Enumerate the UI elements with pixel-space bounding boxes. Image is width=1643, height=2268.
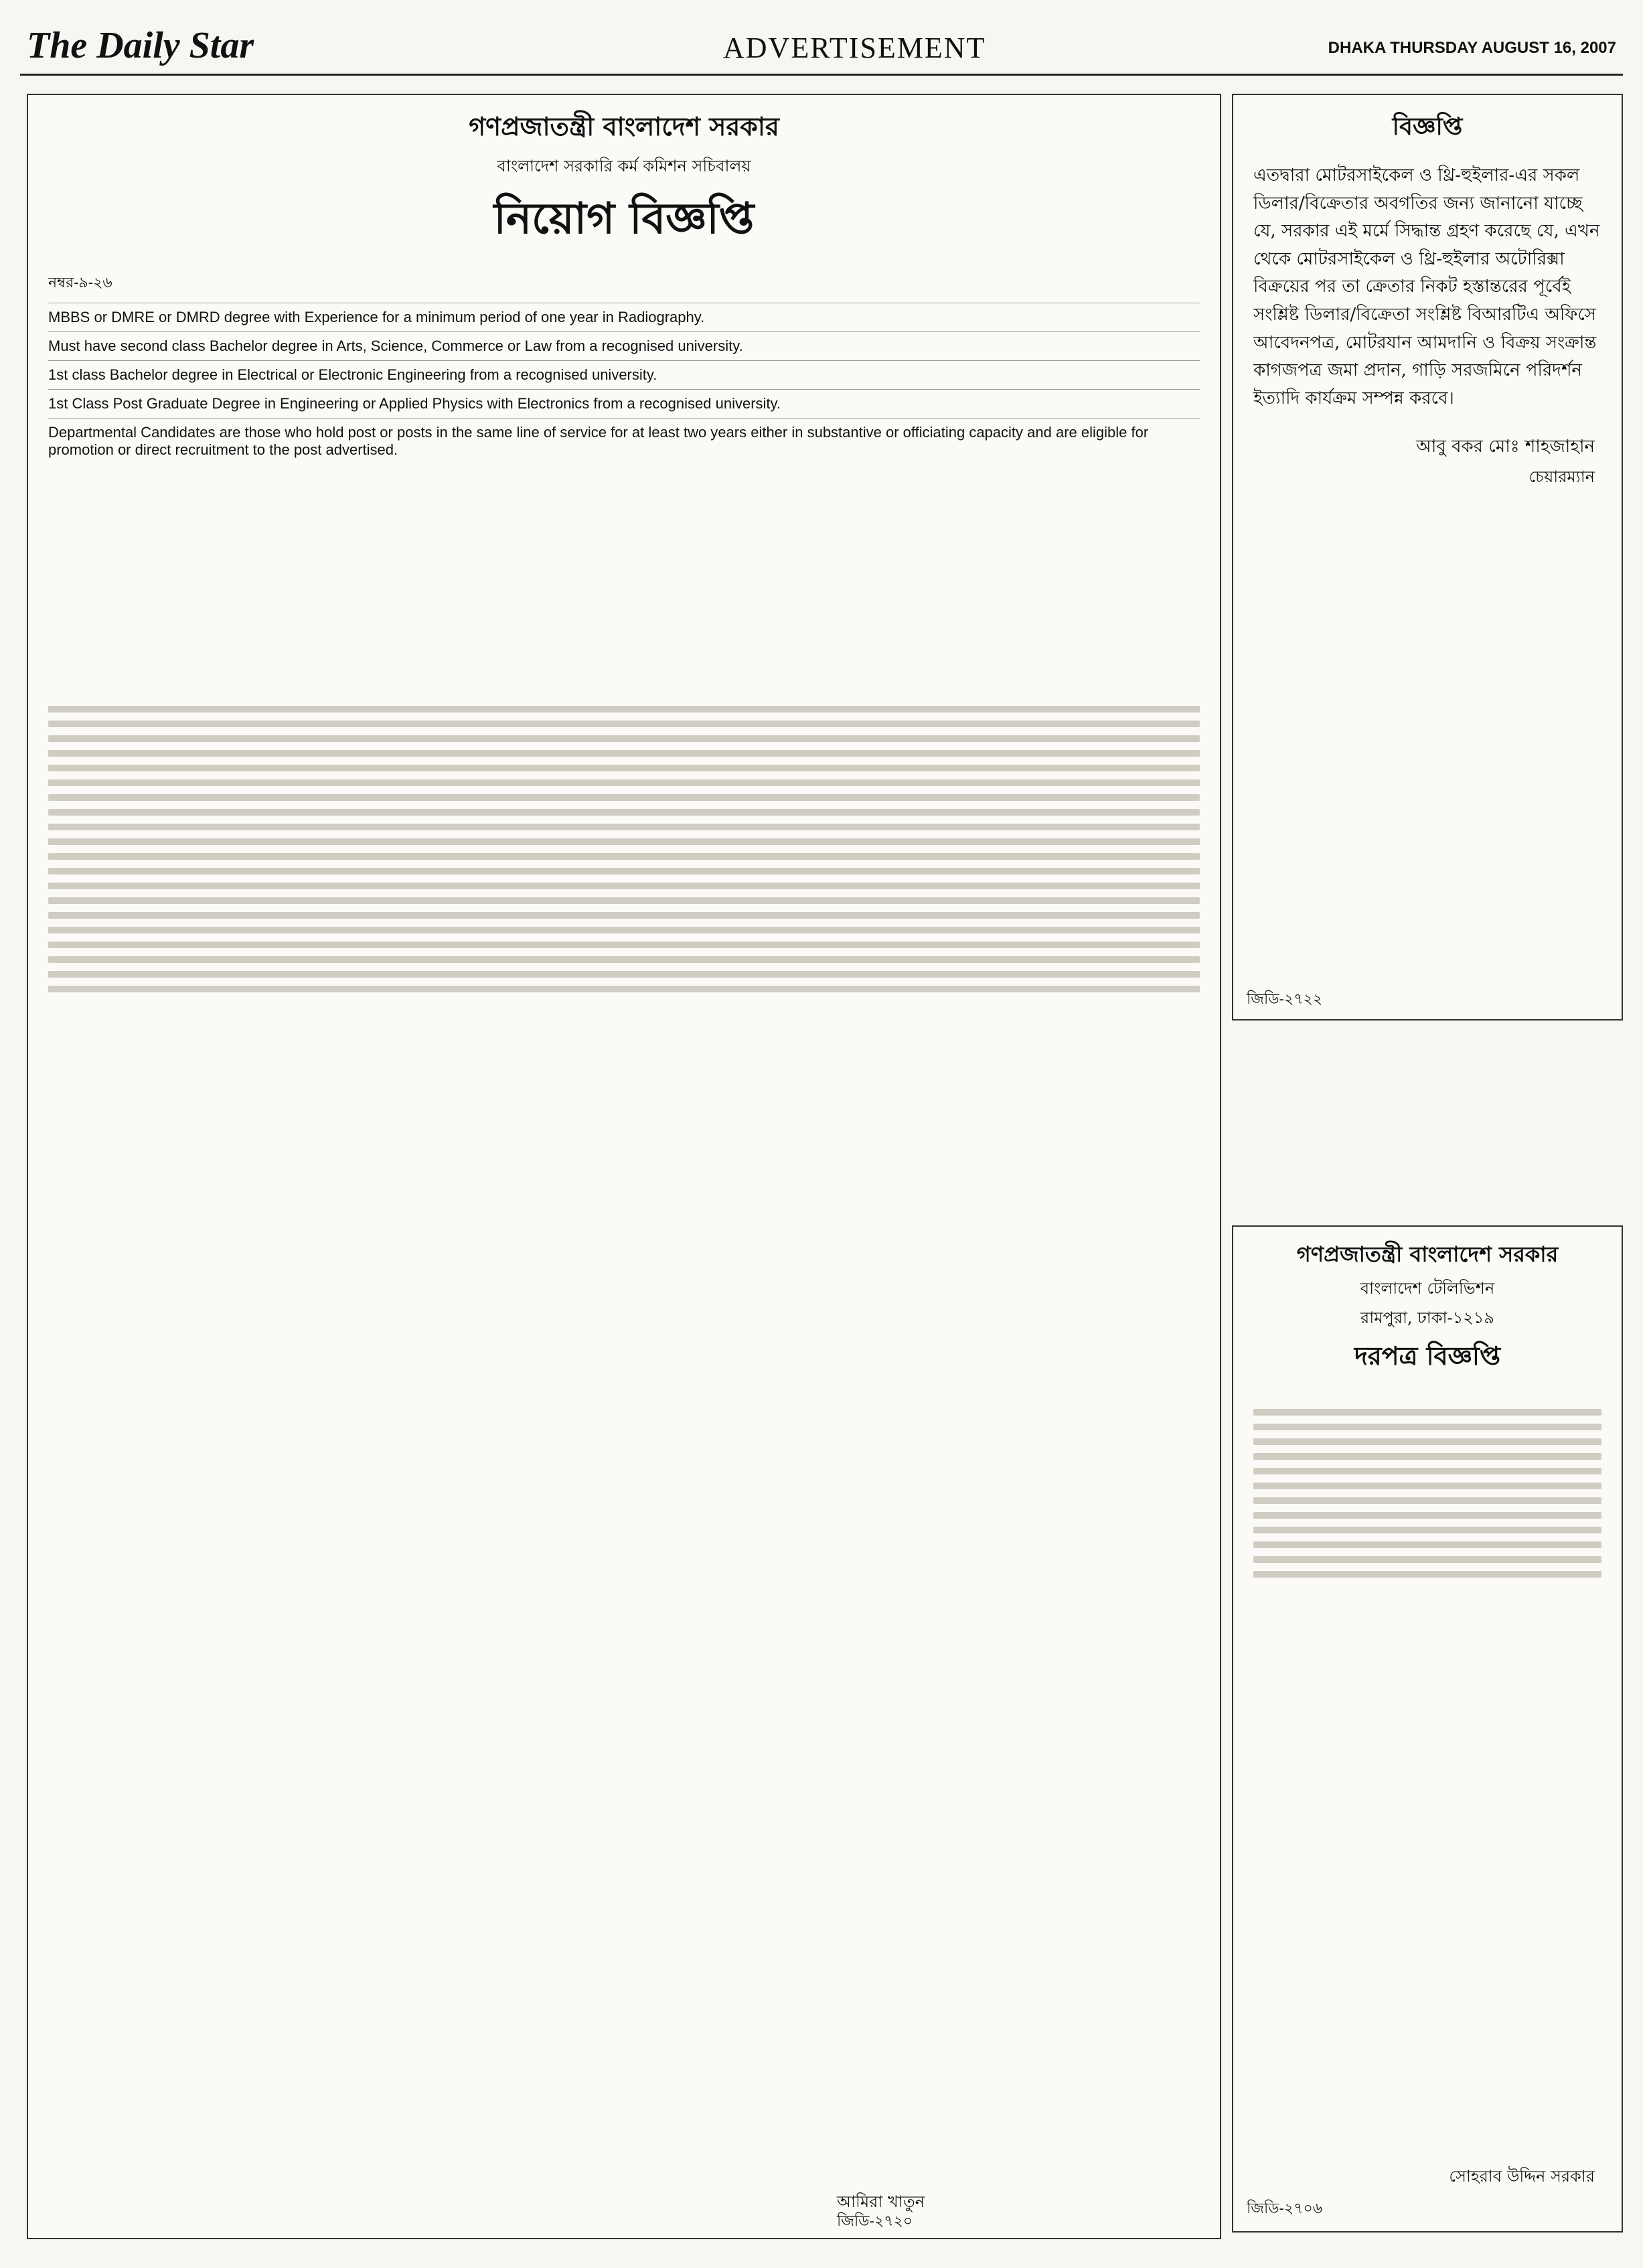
jobs-advertisement — [27, 94, 1221, 2239]
notice-title: বিজ্ঞপ্তি — [1392, 112, 1463, 141]
notice-designation: চেয়ারম্যান — [1529, 467, 1595, 487]
departmental-note: Departmental Candidates are those who hold post or posts in the same line of service for at least two years either in substantive or officiating capacity and are eligible for promotion or direct recruitment to the post advertised. — [48, 418, 1200, 464]
jobs-ad-gd: জিডি-২৭২০ — [837, 2213, 913, 2230]
dense-body-text — [48, 698, 1200, 1000]
tender-box — [1232, 1225, 1623, 2233]
notice-box — [1232, 94, 1623, 1020]
tender-gd: জিডি-২৭০৬ — [1247, 2200, 1323, 2217]
notice-gd: জিডি-২৭২২ — [1247, 991, 1323, 1008]
jobs-ad-signatory: আমিরা খাতুন — [837, 2192, 925, 2211]
jobs-ad-title: নিয়োগ বিজ্ঞপ্তি — [493, 194, 755, 244]
tender-addr: রামপুরা, ঢাকা-১২১৯ — [1360, 1308, 1494, 1327]
tender-gov: গণপ্রজাতন্ত্রী বাংলাদেশ সরকার — [1296, 1241, 1559, 1267]
jobs-ad-rows — [28, 303, 1220, 464]
tender-signatory: সোহরাব উদ্দিন সরকার — [1449, 2167, 1595, 2186]
jobs-ad-gov: গণপ্রজাতন্ত্রী বাংলাদেশ সরকার — [469, 111, 779, 141]
notice-body: এতদ্বারা মোটরসাইকেল ও থ্রি-হুইলার-এর সকল ডিলার/বিক্রেতার অবগতির জন্য জানানো যাচ্ছে যে, সরকার এই মর্মে সিদ্ধান্ত গ্রহণ করেছে যে, এখন থেকে মোটরসাইকেল ও থ্রি-হুইলার অটোরিক্সা বিক্রয়ের পর তা ক্রেতার নিকট হস্তান্তরের পূর্বেই সংশ্লিষ্ট ডিলার/বিক্রেতা সংশ্লিষ্ট বিআরটিএ অফিসে আবেদনপত্র, মোটরযান আমদানি ও বিক্রয় সংক্রান্ত কাগজপত্র জমা প্রদান, গাড়ি সরজমিনে পরিদর্শন ইত্যাদি কার্যক্রম সম্পন্ন করবে। — [1253, 165, 1600, 408]
tender-table-text — [1253, 1401, 1601, 1586]
postgrad-requirement: 1st Class Post Graduate Degree in Engineering or Applied Physics with Electronics from a recognised university. — [48, 389, 1200, 418]
engineering-requirement: 1st class Bachelor degree in Electrical or Electronic Engineering from a recognised university. — [48, 360, 1200, 389]
newspaper-brand: The Daily Star — [27, 25, 254, 66]
jobs-ad-commission: বাংলাদেশ সরকারি কর্ম কমিশন সচিবালয় — [497, 157, 751, 175]
tender-title: দরপত্র বিজ্ঞপ্তি — [1354, 1341, 1501, 1371]
qualification-requirement: Must have second class Bachelor degree in Arts, Science, Commerce or Law from a recognised university. — [48, 331, 1200, 360]
tender-header — [1233, 1237, 1622, 1379]
jobs-ad-header — [28, 95, 1220, 258]
notice-signatory: আবু বকর মোঃ শাহজাহান — [1415, 437, 1595, 457]
jobs-ad-ref: নম্বর-৯-২৬ — [48, 274, 112, 291]
degree-requirement: MBBS or DMRE or DMRD degree with Experience for a minimum period of one year in Radiography. — [48, 303, 1200, 331]
tender-org: বাংলাদেশ টেলিভিশন — [1360, 1279, 1495, 1298]
section-title: ADVERTISEMENT — [723, 31, 986, 64]
dateline: DHAKA THURSDAY AUGUST 16, 2007 — [1328, 39, 1616, 57]
masthead — [20, 20, 1623, 76]
